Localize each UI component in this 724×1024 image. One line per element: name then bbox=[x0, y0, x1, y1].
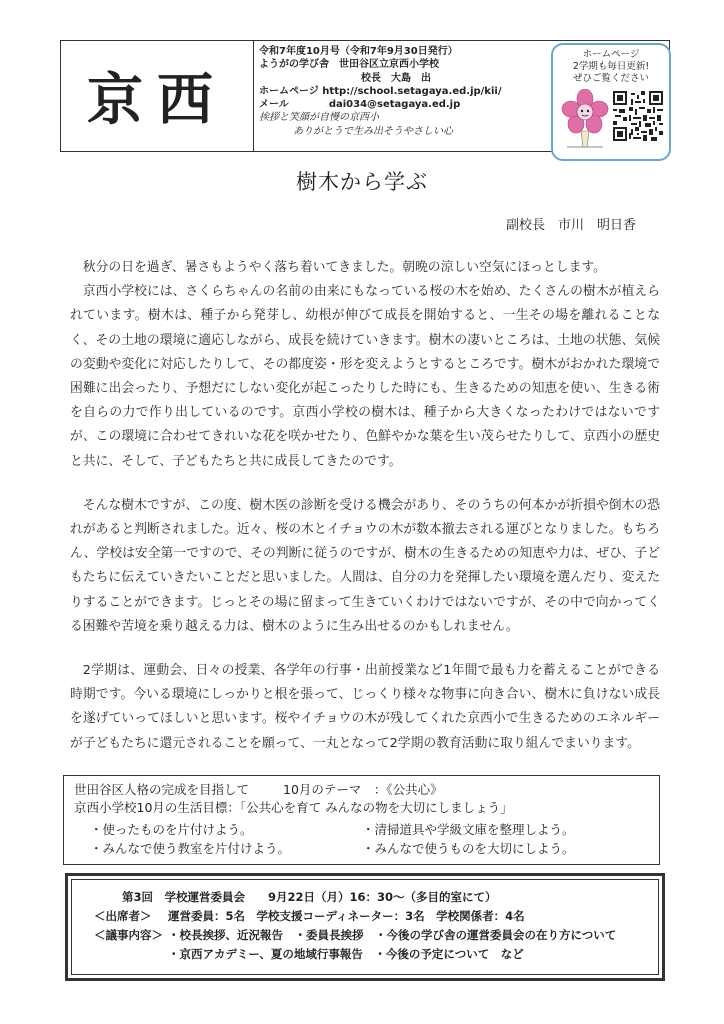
life-goal: 京西小学校10月の生活目標：「公共心を育て みんなの物を大切にしましょう」 bbox=[74, 800, 513, 815]
attendees-label: ＜出席者＞ bbox=[94, 909, 152, 923]
monthly-theme-box bbox=[63, 775, 660, 865]
article-author: 副校長 市川 明日香 bbox=[505, 218, 636, 233]
motto-line-2: ありがとうで生み出そうやさしい心 bbox=[293, 125, 453, 137]
goal-item: ・みんなで使う教室を片付けよう。 bbox=[90, 841, 291, 856]
theme-of-month: 10月のテーマ ：《公共心》 bbox=[283, 782, 443, 797]
meeting-agenda bbox=[94, 926, 616, 945]
homepage-line bbox=[259, 85, 551, 98]
goal-item: ・使ったものを片付けよう。 bbox=[90, 822, 253, 837]
meeting-attendees bbox=[94, 907, 616, 926]
homepage-notice-box bbox=[551, 43, 671, 161]
homepage-notice bbox=[553, 49, 669, 85]
article-title: 樹木から学ぶ bbox=[296, 170, 428, 194]
school-name: ようがの学び舎 世田谷区立京西小学校 bbox=[259, 59, 439, 71]
homepage-notice-line: ぜひご覧ください bbox=[572, 73, 649, 84]
article-paragraph: 2学期は、運動会、日々の授業、各学年の行事・出前授業など1年間で最も力を蓄えることができる時期です。今いる環境にしっかりと根を張って、じっくり様々な物事に向き合い、樹木に負けない成長を遂げていってほしいと思います。桜やイチョウの木が残してくれた京西小で生きるためのエネルギーが子どもたちに還元されることを願って、一丸となって2学期の教育活動に取り組んでまいります。 bbox=[70, 663, 660, 751]
motto-line-1: 挨拶と笑顔が自慢の京西小 bbox=[259, 112, 379, 124]
school-info bbox=[259, 45, 551, 138]
newsletter-header bbox=[60, 40, 670, 152]
attendees-list: 運営委員：5名 学校支援コーディネーター：3名 学校関係者：4名 bbox=[168, 909, 525, 923]
qr-code-icon[interactable] bbox=[613, 91, 663, 141]
meeting-box bbox=[65, 873, 665, 981]
article-body bbox=[70, 256, 660, 756]
masthead-title: 京西 bbox=[87, 67, 227, 133]
goal-item: ・みんなで使うものを大切にしよう。 bbox=[362, 841, 575, 856]
sakura-mascot-icon bbox=[559, 89, 611, 151]
principal-name: 校長 大島 出 bbox=[361, 72, 431, 84]
masthead bbox=[61, 41, 254, 151]
agenda-label: ＜議事内容＞ bbox=[94, 928, 163, 942]
homepage-notice-line: 2学期も毎日更新! bbox=[572, 61, 650, 72]
goal-item: ・清掃道具や学級文庫を整理しよう。 bbox=[362, 822, 575, 837]
agenda-line: ・京西アカデミー、夏の地域行事報告 ・今後の予定について など bbox=[168, 947, 524, 961]
meeting-title: 第3回 学校運営委員会 9月22日（月）16：30～（多目的室にて） bbox=[122, 890, 497, 904]
homepage-url[interactable]: http://school.setagaya.ed.jp/kii/ bbox=[322, 85, 502, 97]
issue-line: 令和7年度10月号（令和7年9月30日発行） bbox=[259, 46, 458, 57]
meeting-agenda-cont bbox=[94, 945, 616, 964]
homepage-notice-line: ホームページ bbox=[582, 49, 640, 60]
article-paragraph: 京西小学校には、さくらちゃんの名前の由来にもなっている桜の木を始め、たくさんの樹木が植えられています。樹木は、種子から発芽し、幼根が伸びて成長を開始すると、一生その場を離れることなく、その土地の環境に適応しながら、成長を続けていきます。樹木の凄いところは、土地の状態、気候の変動や変化に対応したりして、その都度姿・形を変えようとするところです。樹木がおかれた環境で困難に出会ったり、予想だにしない変化が起こったりした時にも、生きるための知恵を使い、生きる術を自らの力で作り出しているのです。京西小学校の樹木は、種子から大きくなったわけではないですが、この環境に合わせてきれいな花を咲かせたり、色鮮やかな葉を生い茂らせたりして、京西小の歴史と共に、そして、子どもたちと共に成長してきたのです。 bbox=[70, 284, 660, 469]
theme-intro: 世田谷区人格の完成を目指して bbox=[74, 782, 250, 797]
theme-header bbox=[74, 781, 443, 799]
mail-address[interactable]: dai034@setagaya.ed.jp bbox=[328, 99, 461, 111]
homepage-label: ホームページ bbox=[259, 85, 319, 97]
mail-label: メール bbox=[259, 99, 289, 111]
article-paragraph: 秋分の日を過ぎ、暑さもようやく落ち着いてきました。朝晩の涼しい空気にほっとします。 bbox=[82, 260, 606, 275]
meeting-content bbox=[94, 888, 616, 964]
mail-line bbox=[259, 98, 551, 111]
agenda-line: ・校長挨拶、近況報告 ・委員長挨拶 ・今後の学び舎の運営委員会の在り方について bbox=[168, 928, 617, 942]
article-paragraph: そんな樹木ですが、この度、樹木医の診断を受ける機会があり、そのうちの何本かが折損や倒木の恐れがあると判断されました。近々、桜の木とイチョウの木が数本撤去される運びとなりました。もちろん、学校は安全第一ですので、その判断に従うのですが、樹木の生きるための知恵や力は、ぜひ、子どもたちに伝えていきたいことだと思いました。人間は、自分の力を発揮したい環境を選んだり、変えたりすることができます。じっとその場に留まって生きていくわけではないですが、その中で向かってくる困難や苦境を乗り越える力は、樹木のように生み出せるのかもしれません。 bbox=[70, 497, 660, 634]
